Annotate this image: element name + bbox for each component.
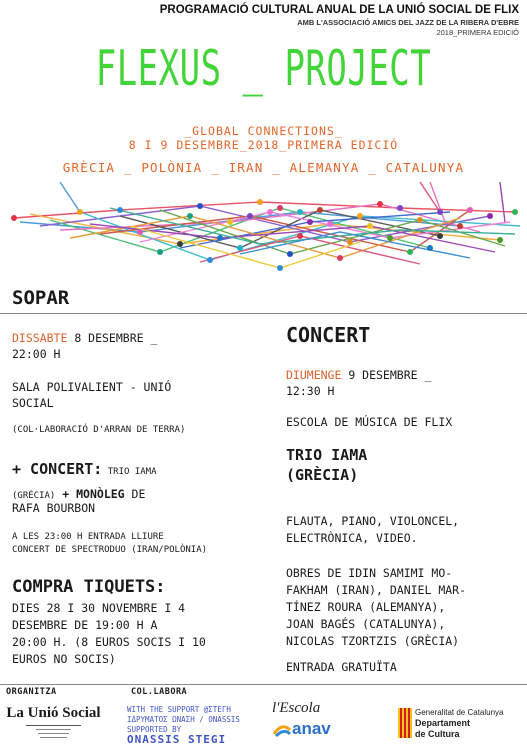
concert-heading: CONCERT	[286, 323, 371, 347]
onassis-line2: ΙΔΡΥΜΑΤΟΣ ΩΝΑΣΗ / ONASSIS	[127, 715, 240, 724]
footer-organitza: ORGANITZA	[6, 687, 57, 697]
concert-date-day: DIUMENGE	[286, 368, 342, 382]
concert-works-4: JOAN BAGÉS (CATALUNYA),	[286, 617, 446, 631]
divider-top	[0, 313, 527, 314]
sopar-heading: SOPAR	[12, 287, 70, 309]
tickets-heading: COMPRA TIQUETS:	[12, 577, 166, 597]
poster-title: FLEXUS _ PROJECT	[95, 40, 432, 98]
tickets-line2: DESEMBRE DE 19:00 H A	[12, 618, 158, 632]
tickets-line3: 20:00 H. (8 EUROS SOCIS I 10	[12, 635, 206, 649]
sopar-date-rest: 8 DESEMBRE _	[67, 331, 158, 345]
concert-time: 12:30 H	[286, 384, 335, 398]
sopar-date-day: DISSABTE	[12, 331, 68, 345]
union-social-address-icon	[6, 723, 101, 747]
generalitat-flag-icon	[398, 708, 412, 738]
sopar-date	[12, 330, 157, 347]
monolog-de: DE	[124, 487, 146, 501]
sopar-plus-concert	[12, 459, 157, 479]
header-line1: PROGRAMACIÓ CULTURAL ANUAL DE LA UNIÓ SOCIAL DE FLIX	[159, 4, 519, 16]
concert-band: TRIO IAMA	[286, 446, 368, 464]
sopar-free-2: CONCERT DE SPECTRODUO (IRAN/POLÒNIA)	[12, 545, 208, 555]
footer-collabora: COL.LABORA	[131, 687, 188, 697]
generalitat-block	[415, 708, 504, 740]
generalitat-line2: Departament	[415, 718, 471, 728]
sopar-collab: (COL·LABORACIÓ D'ARRAN DE TERRA)	[12, 425, 186, 435]
divider-bottom	[0, 684, 527, 685]
concert-works-5: NICOLAS TZORTZIS (GRÈCIA)	[286, 634, 460, 648]
monolog-greece: (GRÈCIA)	[12, 491, 56, 501]
concert-date	[286, 367, 431, 384]
escola-logo-text: l'Escola	[272, 700, 321, 716]
plus-concert-label: + CONCERT:	[12, 460, 103, 478]
anav-swirl-icon	[272, 720, 292, 738]
concert-works-3: TÍNEZ ROURA (ALEMANYA),	[286, 600, 446, 614]
concert-instr-1: FLAUTA, PIANO, VIOLONCEL,	[286, 514, 460, 528]
sopar-rafa: RAFA BOURBON	[12, 501, 96, 515]
anav-logo-text: anav	[292, 719, 331, 738]
escola-anav-logo	[272, 700, 352, 748]
tickets-line4: EUROS NO SOCIS)	[12, 652, 116, 666]
monolog-label: + MONÒLEG	[55, 487, 125, 501]
subtitle-dates: 8 I 9 DESEMBRE_2018_PRIMERA EDICIÓ	[128, 138, 399, 152]
subtitle-global-connections: _GLOBAL CONNECTIONS_	[184, 124, 343, 138]
generalitat-line1: Generalitat de Catalunya	[415, 708, 504, 717]
sopar-time: 22:00 H	[12, 347, 61, 361]
header-line3: 2018_PRIMERA EDICIÓ	[436, 28, 519, 37]
sopar-venue-1: SALA POLIVALIENT - UNIÓ	[12, 380, 172, 394]
network-graphic	[0, 182, 527, 282]
tickets-line1: DIES 28 I 30 NOVEMBRE I 4	[12, 601, 186, 615]
concert-free: ENTRADA GRATUÏTA	[286, 660, 397, 674]
onassis-line4: ONASSIS STEGI	[127, 733, 227, 746]
plus-concert-band: TRIO IAMA	[102, 467, 157, 477]
concert-works-1: OBRES DE IDIN SAMIMI MO-	[286, 566, 453, 580]
sopar-free-1: A LES 23:00 H ENTRADA LLIURE	[12, 532, 164, 542]
subtitle-countries: GRÈCIA _ POLÒNIA _ IRAN _ ALEMANYA _ CATALUNYA	[62, 160, 465, 175]
union-social-logo: La Unió Social	[6, 705, 101, 721]
generalitat-line3: de Cultura	[415, 729, 460, 739]
concert-instr-2: ELECTRÒNICA, VIDEO.	[286, 531, 418, 545]
concert-date-rest: 9 DESEMBRE _	[341, 368, 432, 382]
concert-venue: ESCOLA DE MÚSICA DE FLIX	[286, 415, 453, 429]
sopar-venue-2: SOCIAL	[12, 396, 54, 410]
union-social-logo-detail	[6, 723, 101, 750]
header-line2: AMB L'ASSOCIACIÓ AMICS DEL JAZZ DE LA RIBERA D'EBRE	[297, 18, 519, 27]
onassis-line3: SUPPORTED BY	[127, 725, 182, 734]
concert-band-country: (GRÈCIA)	[286, 466, 359, 484]
onassis-line1: WITH THE SUPPORT @ΣΤΕΓΗ	[127, 705, 231, 714]
onassis-block	[127, 705, 240, 746]
concert-works-2: FAKHAM (IRAN), DANIEL MAR-	[286, 583, 467, 597]
